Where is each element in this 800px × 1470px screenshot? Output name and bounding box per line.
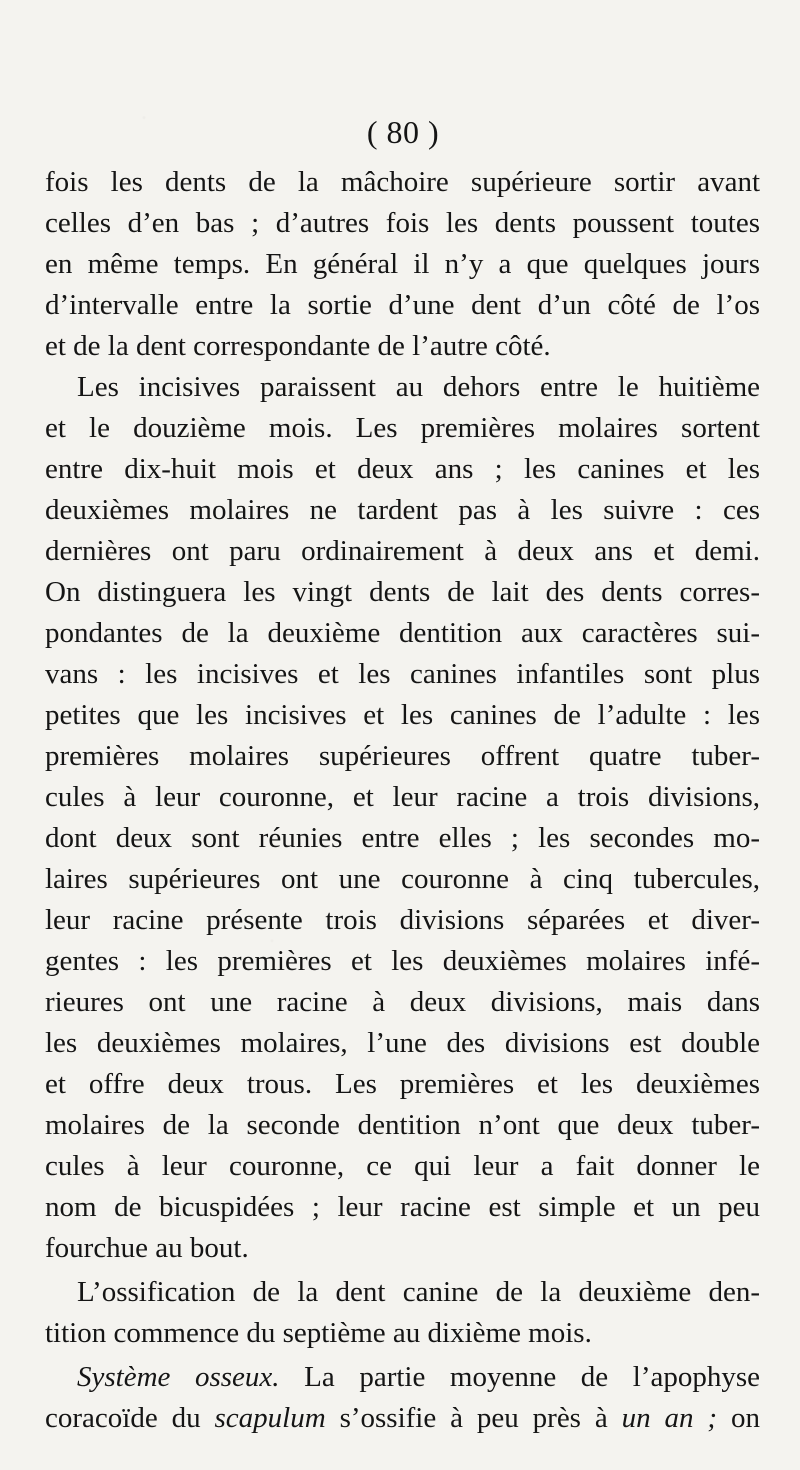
text-line: petites que les incisives et les canines de l’adulte : les (45, 699, 760, 731)
text-line: cules à leur couronne, ce qui leur a fait donner le (45, 1150, 760, 1182)
text-line: pondantes de la deuxième dentition aux caractères sui- (45, 617, 760, 649)
text-line: deuxièmes molaires ne tardent pas à les suivre : ces (45, 494, 760, 526)
text-line (45, 1398, 760, 1439)
text-span: coracoïde du (45, 1402, 215, 1434)
text-line: entre dix-huit mois et deux ans ; les canines et les (45, 453, 760, 485)
page-body-text (45, 162, 760, 1439)
text-line: dont deux sont réunies entre elles ; les secondes mo- (45, 822, 760, 854)
text-line: et le douzième mois. Les premières molaires sortent (45, 412, 760, 444)
italic-term: un an ; (621, 1402, 718, 1434)
text-line: et de la dent correspondante de l’autre côté. (45, 330, 551, 362)
italic-term: scapulum (214, 1402, 326, 1434)
text-span: La partie moyenne de l’apophyse (279, 1361, 760, 1393)
text-line: leur racine présente trois divisions séparées et diver- (45, 904, 760, 936)
text-line: et offre deux trous. Les premières et les deuxièmes (45, 1068, 760, 1100)
text-line: tition commence du septième au dixième mois. (45, 1317, 592, 1349)
text-span: s’ossifie à peu près à (325, 1402, 622, 1434)
page-number: ( 80 ) (366, 114, 440, 150)
text-line: On distinguera les vingt dents de lait des dents corres- (45, 576, 760, 608)
text-line (45, 1357, 760, 1398)
text-line: celles d’en bas ; d’autres fois les dents poussent toutes (45, 207, 760, 239)
text-line: molaires de la seconde dentition n’ont que deux tuber- (45, 1109, 760, 1141)
text-line: Les incisives paraissent au dehors entre le huitième (77, 371, 760, 403)
text-line: fourchue au bout. (45, 1232, 249, 1264)
text-line: dernières ont paru ordinairement à deux ans et demi. (45, 535, 760, 567)
text-line: nom de bicuspidées ; leur racine est simple et un peu (45, 1191, 760, 1223)
text-line: laires supérieures ont une couronne à cinq tubercules, (45, 863, 760, 895)
text-span: on (717, 1402, 760, 1434)
text-line: vans : les incisives et les canines infantiles sont plus (45, 658, 760, 690)
italic-heading: Système osseux. (77, 1361, 280, 1393)
text-line: L’ossification de la dent canine de la deuxième den- (77, 1276, 760, 1308)
text-line: les deuxièmes molaires, l’une des divisions est double (45, 1027, 760, 1059)
text-line: en même temps. En général il n’y a que quelques jours (45, 248, 760, 280)
text-line: gentes : les premières et les deuxièmes molaires infé- (45, 945, 760, 977)
text-line: premières molaires supérieures offrent quatre tuber- (45, 740, 760, 772)
text-line: cules à leur couronne, et leur racine a trois divisions, (45, 781, 760, 813)
text-line: fois les dents de la mâchoire supérieure sortir avant (45, 166, 760, 198)
text-line: d’intervalle entre la sortie d’une dent d’un côté de l’os (45, 289, 760, 321)
text-line: rieures ont une racine à deux divisions, mais dans (45, 986, 760, 1018)
